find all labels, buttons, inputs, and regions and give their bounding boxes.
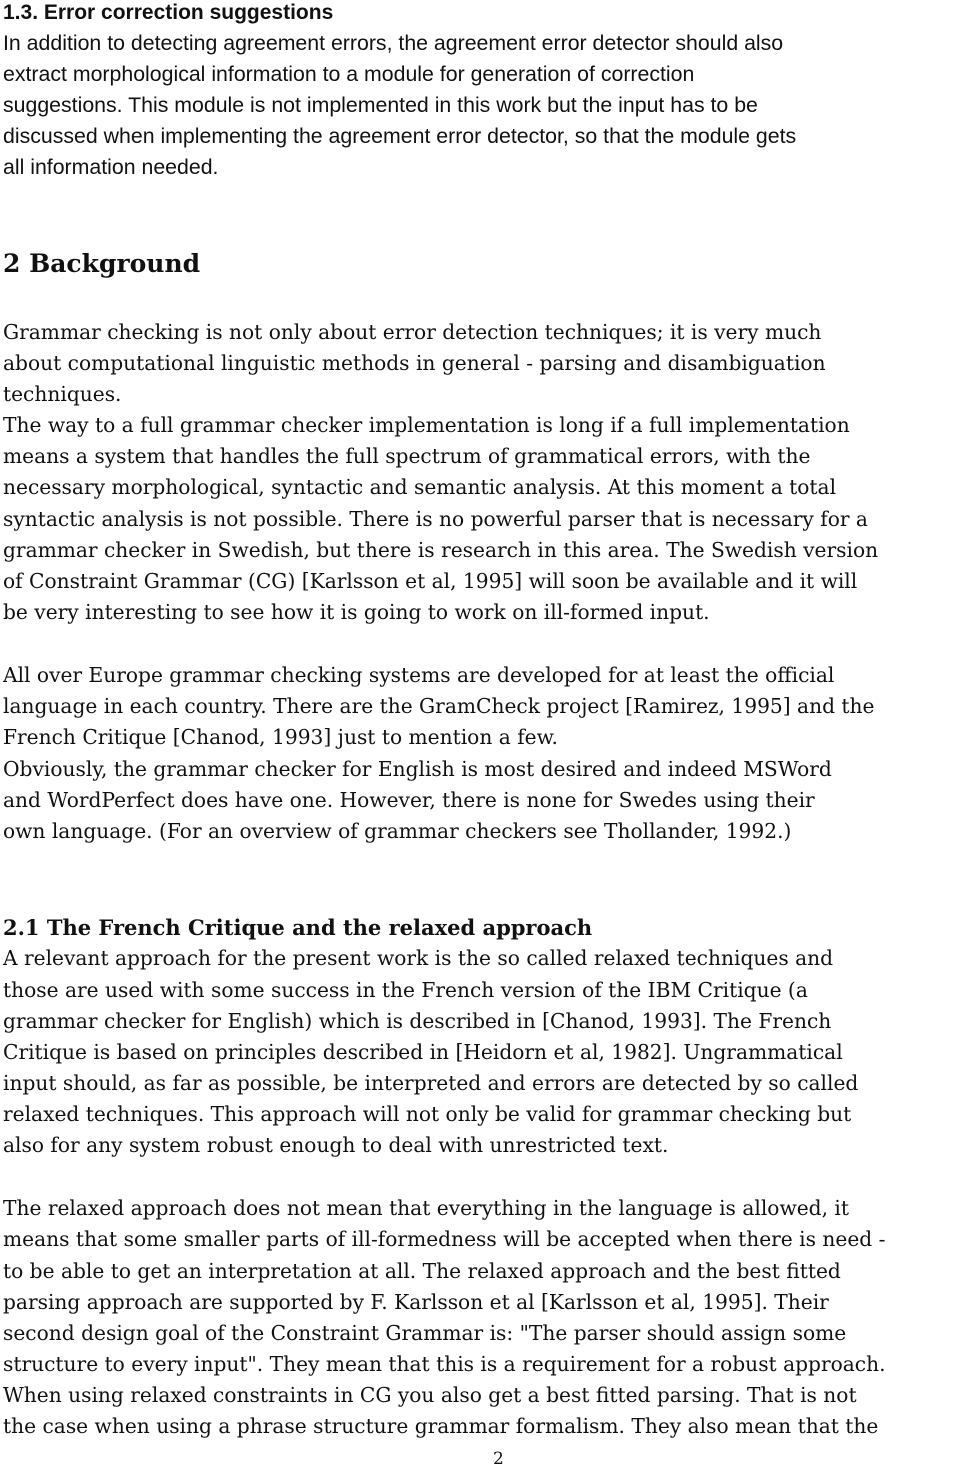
section-2-1-line: also for any system robust enough to deal with unrestricted text. <box>3 1133 669 1157</box>
section-2-line: of Constraint Grammar (CG) [Karlsson et al, 1995] will soon be available and it will <box>3 569 858 593</box>
section-2-line: necessary morphological, syntactic and semantic analysis. At this moment a total <box>3 475 837 499</box>
section-1-3-line: suggestions. This module is not implemented in this work but the input has to be <box>3 93 758 117</box>
section-2-1-heading: 2.1 The French Critique and the relaxed approach <box>3 915 593 940</box>
section-2-line: be very interesting to see how it is going to work on ill-formed input. <box>3 600 710 624</box>
section-2-1-line: Critique is based on principles described in [Heidorn et al, 1982]. Ungrammatical <box>3 1040 843 1064</box>
section-2-heading: 2 Background <box>3 249 201 278</box>
section-2-line: French Critique [Chanod, 1993] just to mention a few. <box>3 725 558 749</box>
section-2-1-line: relaxed techniques. This approach will not only be valid for grammar checking but <box>3 1102 852 1126</box>
section-2-1-line: the case when using a phrase structure grammar formalism. They also mean that the <box>3 1414 879 1438</box>
section-2-line: All over Europe grammar checking systems are developed for at least the official <box>3 663 835 687</box>
section-2-1-line: those are used with some success in the French version of the IBM Critique (a <box>3 978 808 1002</box>
section-2-line: grammar checker in Swedish, but there is research in this area. The Swedish version <box>3 538 879 562</box>
section-2-1-line: parsing approach are supported by F. Karlsson et al [Karlsson et al, 1995]. Their <box>3 1290 829 1314</box>
section-1-3-line: extract morphological information to a module for generation of correction <box>3 62 695 86</box>
section-2-line: techniques. <box>3 382 122 406</box>
section-2-line: Obviously, the grammar checker for English is most desired and indeed MSWord <box>3 757 832 781</box>
section-2-line: own language. (For an overview of grammar checkers see Thollander, 1992.) <box>3 819 792 843</box>
section-2-line: language in each country. There are the GramCheck project [Ramirez, 1995] and the <box>3 694 875 718</box>
section-1-3-line: all information needed. <box>3 155 219 179</box>
section-2-1-line: structure to every input". They mean that this is a requirement for a robust approach. <box>3 1352 886 1376</box>
section-1-3-heading: 1.3. Error correction suggestions <box>3 1 334 24</box>
section-2-1-line: second design goal of the Constraint Grammar is: "The parser should assign some <box>3 1321 847 1345</box>
section-2-line: means a system that handles the full spectrum of grammatical errors, with the <box>3 444 811 468</box>
page-number: 2 <box>493 1449 504 1469</box>
section-2-1-line: When using relaxed constraints in CG you also get a best fitted parsing. That is not <box>3 1383 857 1407</box>
section-2-1-line: The relaxed approach does not mean that everything in the language is allowed, it <box>3 1196 849 1220</box>
section-2-1-line: A relevant approach for the present work is the so called relaxed techniques and <box>3 946 834 970</box>
section-2-line: syntactic analysis is not possible. There is no powerful parser that is necessary for a <box>3 507 868 531</box>
section-2-1-line: input should, as far as possible, be interpreted and errors are detected by so called <box>3 1071 859 1095</box>
section-2-1-line: means that some smaller parts of ill-formedness will be accepted when there is need - <box>3 1227 886 1251</box>
section-1-3-line: In addition to detecting agreement errors, the agreement error detector should also <box>3 31 784 55</box>
section-2-line: The way to a full grammar checker implementation is long if a full implementation <box>3 413 850 437</box>
section-2-line: and WordPerfect does have one. However, there is none for Swedes using their <box>3 788 815 812</box>
section-2-1-line: grammar checker for English) which is described in [Chanod, 1993]. The French <box>3 1009 832 1033</box>
section-2-line: Grammar checking is not only about error detection techniques; it is very much <box>3 320 822 344</box>
section-2-1-line: to be able to get an interpretation at all. The relaxed approach and the best fitted <box>3 1259 841 1283</box>
section-1-3-line: discussed when implementing the agreement error detector, so that the module gets <box>3 124 797 148</box>
section-2-line: about computational linguistic methods in general - parsing and disambiguation <box>3 351 826 375</box>
